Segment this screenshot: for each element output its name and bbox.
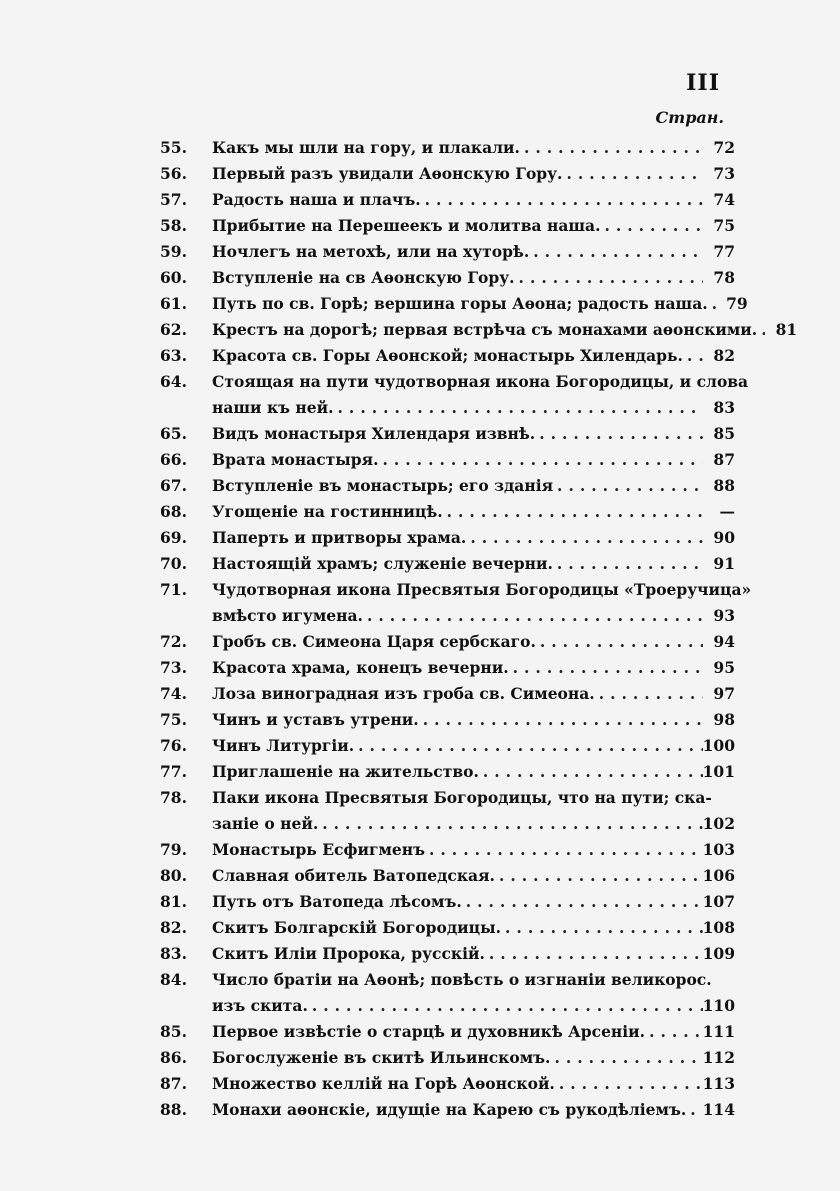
toc-entry-number: 82.: [160, 918, 187, 937]
dot-leader: [645, 1019, 703, 1045]
toc-entry-title: Какъ мы шли на гору, и плакали.: [212, 138, 520, 157]
toc-entry: [160, 1019, 735, 1045]
toc-entry-title: Скитъ Иліи Пророка, русскій.: [212, 944, 485, 963]
dot-leader: [515, 265, 703, 291]
toc-entry: [160, 941, 735, 967]
toc-entry-title-continuation: вмѣсто игумена.: [212, 606, 363, 625]
toc-entry: [160, 161, 735, 187]
dot-leader: [550, 1045, 702, 1071]
toc-entry-number: 86.: [160, 1048, 187, 1067]
toc-entry-title: Красота храма, конецъ вечерни.: [212, 658, 509, 677]
toc-entry-number: 61.: [160, 294, 187, 313]
toc-entry-title: Приглашеніе на жительство.: [212, 762, 479, 781]
toc-entry-number: 59.: [160, 242, 187, 261]
dot-leader: [466, 525, 703, 551]
toc-entry-page: 108: [702, 918, 735, 937]
dot-leader: [419, 707, 703, 733]
toc-entry-number: 76.: [160, 736, 187, 755]
toc-entry-number: 56.: [160, 164, 187, 183]
toc-entry: [160, 187, 735, 213]
toc-entry: [160, 239, 735, 265]
toc-entry-title: Видъ монастыря Хилендаря извнѣ.: [212, 424, 536, 443]
page-column-header: Стран.: [655, 108, 724, 127]
toc-entry-number: 77.: [160, 762, 187, 781]
toc-entry-number: 70.: [160, 554, 187, 573]
dot-leader: [443, 499, 703, 525]
toc-entry-page: 113: [702, 1074, 735, 1093]
dot-leader: [334, 395, 703, 421]
dot-leader: [495, 863, 703, 889]
toc-entry-page: 94: [713, 632, 735, 651]
toc-entry: [160, 681, 735, 707]
toc-entry-title: Первый разъ увидали Аѳонскую Гору.: [212, 164, 563, 183]
toc-entry-title: Монастырь Есфигменъ: [212, 840, 426, 859]
toc-entry: [160, 733, 735, 759]
toc-entry-title: Чинъ и уставъ утрени.: [212, 710, 419, 729]
toc-entry-page: 101: [702, 762, 735, 781]
toc-entry-number: 73.: [160, 658, 187, 677]
toc-entry-title: Радость наша и плачъ.: [212, 190, 421, 209]
toc-entry: [160, 473, 735, 499]
toc-entry-page: —: [719, 502, 735, 521]
toc-entry: [160, 759, 735, 785]
dot-leader: [378, 447, 703, 473]
toc-entry-number: 66.: [160, 450, 187, 469]
toc-entry-title: Число братіи на Аѳонѣ; повѣсть о изгнаніи великорос.: [212, 970, 712, 989]
toc-entry-number: 87.: [160, 1074, 187, 1093]
dot-leader: [318, 811, 702, 837]
toc-entry-title: Ночлегъ на метохѣ, или на хуторѣ.: [212, 242, 530, 261]
toc-entry-number: 69.: [160, 528, 187, 547]
toc-entry: [160, 525, 735, 551]
toc-entry-number: 74.: [160, 684, 187, 703]
toc-entry-page: 74: [713, 190, 735, 209]
toc-entry-page: 103: [702, 840, 735, 859]
toc-entry: [160, 1045, 735, 1071]
dot-leader: [555, 1071, 703, 1097]
table-of-contents: [160, 135, 798, 1123]
toc-entry: [160, 785, 735, 837]
page-number: III: [686, 70, 720, 96]
toc-entry-title-continuation: заніе о ней.: [212, 814, 319, 833]
toc-entry-page: 91: [713, 554, 735, 573]
toc-entry-page: 87: [713, 450, 735, 469]
toc-entry: [160, 1097, 735, 1123]
toc-entry-page: 90: [713, 528, 735, 547]
dot-leader: [600, 213, 703, 239]
toc-entry-number: 78.: [160, 788, 187, 807]
toc-entry: [160, 343, 735, 369]
toc-entry-title: Паперть и притворы храма.: [212, 528, 467, 547]
toc-entry-title: Стоящая на пути чудотворная икона Богородицы, и слова: [212, 372, 749, 391]
dot-leader: [529, 239, 703, 265]
toc-entry-page: 77: [713, 242, 735, 261]
toc-entry-title: Множество келлій на Горѣ Аѳонской.: [212, 1074, 555, 1093]
dot-leader: [683, 343, 703, 369]
dot-leader: [708, 291, 716, 317]
dot-leader: [562, 161, 703, 187]
toc-entry: [160, 915, 735, 941]
dot-leader: [686, 1097, 702, 1123]
toc-entry-page: 110: [702, 996, 735, 1015]
toc-entry-title: Прибытие на Перешеекъ и молитва наша.: [212, 216, 601, 235]
toc-entry: [160, 369, 749, 421]
toc-entry-title: Скитъ Болгарскій Богородицы.: [212, 918, 502, 937]
dot-leader: [509, 655, 703, 681]
toc-entry-page: 81: [775, 320, 798, 339]
toc-entry-title: Врата монастыря.: [212, 450, 379, 469]
toc-entry-number: 58.: [160, 216, 187, 235]
toc-entry-number: 81.: [160, 892, 187, 911]
toc-entry-page: 95: [713, 658, 735, 677]
dot-leader: [425, 837, 703, 863]
toc-entry-page: 85: [713, 424, 735, 443]
toc-entry-number: 68.: [160, 502, 187, 521]
toc-entry-page: 79: [726, 294, 748, 313]
dot-leader: [535, 421, 703, 447]
toc-entry-number: 75.: [160, 710, 187, 729]
toc-entry-number: 67.: [160, 476, 187, 495]
toc-entry-page: 73: [713, 164, 735, 183]
toc-entry-page: 75: [713, 216, 735, 235]
toc-entry-page: 93: [713, 606, 735, 625]
toc-entry-number: 62.: [160, 320, 187, 339]
toc-entry-title: Паки икона Пресвятыя Богородицы, что на пути; ска-: [212, 788, 712, 807]
toc-entry-number: 55.: [160, 138, 187, 157]
dot-leader: [520, 135, 703, 161]
toc-entry-page: 100: [702, 736, 735, 755]
toc-entry: [160, 265, 735, 291]
toc-entry: [160, 967, 735, 1019]
dot-leader: [595, 681, 703, 707]
toc-entry-page: 114: [702, 1100, 735, 1119]
toc-entry-number: 85.: [160, 1022, 187, 1041]
toc-entry-title: Путь отъ Ватопеда лѣсомъ.: [212, 892, 462, 911]
toc-entry-page: 106: [702, 866, 735, 885]
toc-entry: [160, 499, 735, 525]
toc-entry-number: 84.: [160, 970, 187, 989]
dot-leader: [485, 941, 703, 967]
dot-leader: [462, 889, 703, 915]
toc-entry-page: 109: [702, 944, 735, 963]
dot-leader: [421, 187, 703, 213]
toc-entry: [160, 707, 735, 733]
toc-entry: [160, 655, 735, 681]
dot-leader: [501, 915, 703, 941]
dot-leader: [354, 733, 703, 759]
toc-entry-number: 65.: [160, 424, 187, 443]
toc-entry-title: Настоящій храмъ; служеніе вечерни.: [212, 554, 553, 573]
toc-entry: [160, 551, 735, 577]
toc-entry-page: 72: [713, 138, 735, 157]
toc-entry-title: Красота св. Горы Аѳонской; монастырь Хилендарь.: [212, 346, 683, 365]
toc-entry-number: 72.: [160, 632, 187, 651]
toc-entry-title: Славная обитель Ватопедская.: [212, 866, 495, 885]
toc-entry-title: Угощеніе на гостинницѣ.: [212, 502, 443, 521]
toc-entry-title: Богослуженіе въ скитѣ Ильинскомъ.: [212, 1048, 551, 1067]
toc-entry-title: Вступленіе въ монастырь; его зданія: [212, 476, 554, 495]
toc-entry: [160, 291, 748, 317]
toc-entry: [160, 447, 735, 473]
toc-entry-number: 64.: [160, 372, 187, 391]
toc-entry-number: 71.: [160, 580, 187, 599]
toc-entry: [160, 577, 752, 629]
dot-leader: [536, 629, 703, 655]
toc-entry-page: 102: [702, 814, 735, 833]
toc-entry-number: 57.: [160, 190, 187, 209]
toc-entry-page: 112: [702, 1048, 735, 1067]
toc-entry-page: 98: [713, 710, 735, 729]
toc-entry-number: 63.: [160, 346, 187, 365]
toc-entry-title: Путь по св. Горѣ; вершина горы Аѳона; радость наша.: [212, 294, 708, 313]
toc-entry-title: Лоза виноградная изъ гроба св. Симеона.: [212, 684, 595, 703]
toc-entry: [160, 889, 735, 915]
dot-leader: [479, 759, 703, 785]
toc-entry-page: 82: [713, 346, 735, 365]
toc-entry: [160, 421, 735, 447]
toc-entry-number: 60.: [160, 268, 187, 287]
toc-entry-number: 88.: [160, 1100, 187, 1119]
toc-entry-number: 79.: [160, 840, 187, 859]
toc-entry: [160, 317, 798, 343]
toc-entry-page: 78: [713, 268, 735, 287]
toc-entry-title: Крестъ на дорогѣ; первая встрѣча съ монахами аѳонскими.: [212, 320, 758, 339]
dot-leader: [363, 603, 703, 629]
toc-entry-page: 83: [713, 398, 735, 417]
dot-leader: [757, 317, 765, 343]
toc-entry-title: Гробъ св. Симеона Царя сербскаго.: [212, 632, 536, 651]
toc-entry-title-continuation: наши къ ней.: [212, 398, 334, 417]
toc-entry-title: Чудотворная икона Пресвятыя Богородицы «Троеручица»: [212, 580, 752, 599]
toc-entry: [160, 629, 735, 655]
toc-entry-title: Вступленіе на св Аѳонскую Гору.: [212, 268, 515, 287]
toc-entry-page: 88: [713, 476, 735, 495]
toc-entry-title: Чинъ Литургіи.: [212, 736, 355, 755]
toc-entry-title-continuation: изъ скита.: [212, 996, 308, 1015]
dot-leader: [308, 993, 703, 1019]
toc-entry-number: 80.: [160, 866, 187, 885]
toc-entry-number: 83.: [160, 944, 187, 963]
toc-entry-title: Первое извѣстіе о старцѣ и духовникѣ Арсеніи.: [212, 1022, 646, 1041]
toc-entry-title: Монахи аѳонскіе, идущіе на Карею съ рукодѣліемъ.: [212, 1100, 687, 1119]
toc-entry-page: 107: [702, 892, 735, 911]
toc-entry-page: 97: [713, 684, 735, 703]
toc-entry: [160, 1071, 735, 1097]
toc-entry: [160, 837, 735, 863]
dot-leader: [553, 473, 703, 499]
toc-entry: [160, 135, 735, 161]
toc-entry: [160, 213, 735, 239]
toc-entry: [160, 863, 735, 889]
toc-entry-page: 111: [702, 1022, 735, 1041]
dot-leader: [553, 551, 703, 577]
